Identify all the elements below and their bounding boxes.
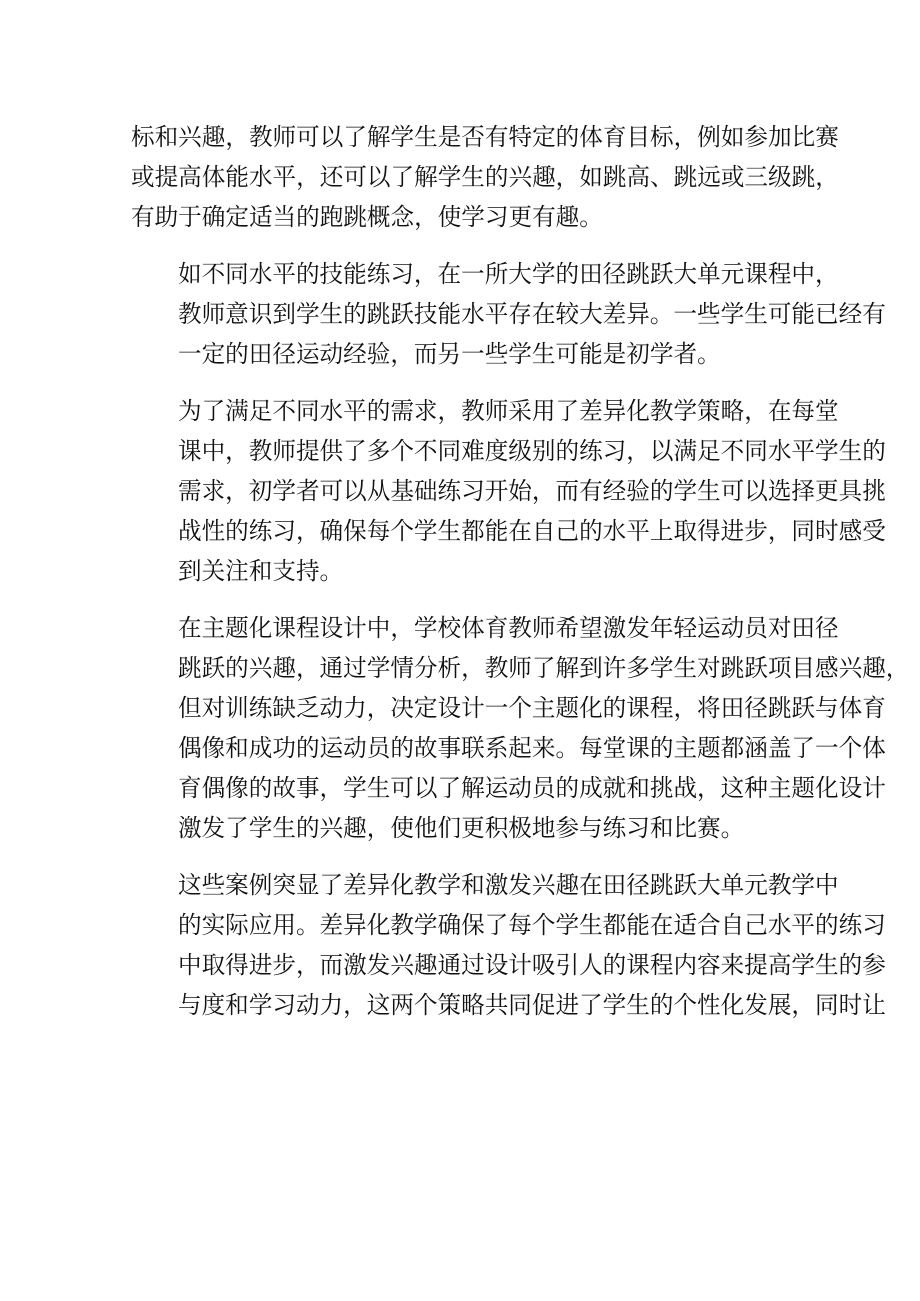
text-line: 一定的田径运动经验，而另一些学生可能是初学者。 bbox=[178, 340, 721, 368]
text-line: 但对训练缺乏动力，决定设计一个主题化的课程，将田径跳跃与体育 bbox=[178, 694, 886, 722]
text-line: 的实际应用。差异化教学确保了每个学生都能在适合自己水平的练习 bbox=[178, 911, 886, 939]
text-line: 在主题化课程设计中，学校体育教师希望激发年轻运动员对田径 bbox=[178, 614, 839, 642]
paragraph-1 bbox=[131, 117, 839, 237]
text-line: 教师意识到学生的跳跃技能水平存在较大差异。一些学生可能已经有 bbox=[178, 300, 886, 328]
text-line: 战性的练习，确保每个学生都能在自己的水平上取得进步，同时感受 bbox=[178, 517, 886, 545]
text-line: 为了满足不同水平的需求，教师采用了差异化教学策略，在每堂 bbox=[178, 397, 839, 425]
text-line: 如不同水平的技能练习，在一所大学的田径跳跃大单元课程中， bbox=[178, 260, 839, 288]
text-line: 中取得进步，而激发兴趣通过设计吸引人的课程内容来提高学生的参 bbox=[178, 951, 886, 979]
text-line: 这些案例突显了差异化教学和激发兴趣在田径跳跃大单元教学中 bbox=[178, 871, 839, 899]
paragraph-3 bbox=[131, 391, 886, 591]
text-line: 育偶像的故事，学生可以了解运动员的成就和挑战，这种主题化设计 bbox=[178, 774, 886, 802]
paragraph-4 bbox=[131, 608, 910, 848]
paragraph-2 bbox=[131, 254, 886, 374]
text-line: 有助于确定适当的跑跳概念，使学习更有趣。 bbox=[131, 203, 603, 231]
text-line: 或提高体能水平，还可以了解学生的兴趣，如跳高、跳远或三级跳， bbox=[131, 163, 839, 191]
text-line: 与度和学习动力，这两个策略共同促进了学生的个性化发展，同时让 bbox=[178, 991, 886, 1019]
text-line: 激发了学生的兴趣，使他们更积极地参与练习和比赛。 bbox=[178, 814, 745, 842]
body-text bbox=[131, 117, 910, 1042]
text-line: 到关注和支持。 bbox=[178, 557, 344, 585]
text-line: 偶像和成功的运动员的故事联系起来。每堂课的主题都涵盖了一个体 bbox=[178, 734, 886, 762]
text-line: 需求，初学者可以从基础练习开始，而有经验的学生可以选择更具挑 bbox=[178, 477, 886, 505]
text-line: 跳跃的兴趣，通过学情分析，教师了解到许多学生对跳跃项目感兴趣， bbox=[178, 654, 910, 682]
paragraph-5 bbox=[131, 865, 886, 1025]
text-line: 课中，教师提供了多个不同难度级别的练习，以满足不同水平学生的 bbox=[178, 437, 886, 465]
text-line: 标和兴趣，教师可以了解学生是否有特定的体育目标，例如参加比赛 bbox=[131, 123, 839, 151]
